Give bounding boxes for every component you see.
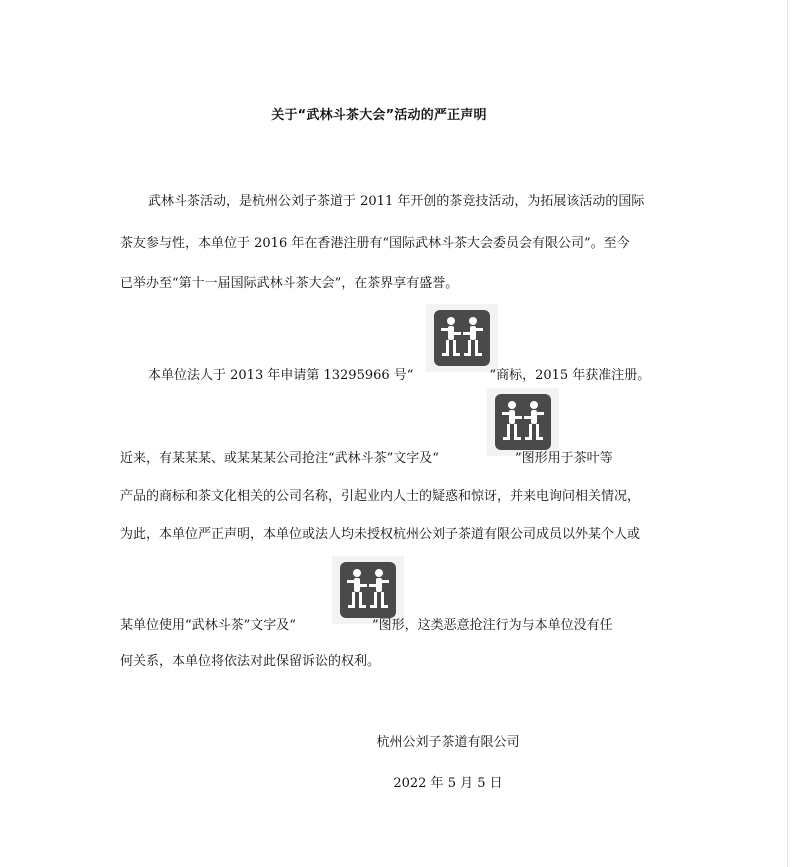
paragraph-2-line: [148, 364, 708, 383]
paragraph-3-line-5: 何关系，本单位将依法对此保留诉讼的权利。: [120, 654, 381, 669]
two-figures-trademark-icon: [487, 388, 559, 456]
paragraph-1-line-2: 茶友参与性，本单位于 2016 年在香港注册有“国际武林斗茶大会委员会有限公司”。至今: [120, 236, 630, 251]
paragraph-3-line-4-after: ”图形，这类恶意抢注行为与本单位没有任: [371, 618, 613, 633]
signature-company: 杭州公刘子茶道有限公司: [376, 735, 520, 750]
signature-date: 2022 年 5 月 5 日: [393, 776, 503, 791]
two-figures-trademark-icon: [426, 304, 498, 372]
page-edge-rule: [787, 0, 788, 867]
paragraph-1-line-3: 已举办至“第十一届国际武林斗茶大会”，在茶界享有盛誉。: [120, 276, 459, 291]
paragraph-3-line-1-before: 近来，有某某某、或某某某公司抢注“武林斗茶”文字及“: [120, 451, 439, 466]
paragraph-3-line-2: 产品的商标和茶文化相关的公司名称，引起业内人士的疑惑和惊讶，并来电询问相关情况，: [120, 489, 641, 504]
paragraph-3-line-4: [120, 614, 680, 633]
trademark-image-1: [426, 304, 498, 372]
paragraph-3-line-3: 为此，本单位严正声明，本单位或法人均未授权杭州公刘子茶道有限公司成员以外某个人或: [120, 527, 641, 542]
paragraph-3-line-4-before: 某单位使用“武林斗茶”文字及“: [120, 618, 296, 633]
trademark-image-2: [487, 388, 559, 456]
document-title: 关于“武林斗茶大会”活动的严正声明: [271, 108, 487, 123]
paragraph-3-line-1-after: ”图形用于茶叶等: [514, 451, 613, 466]
paragraph-2-after: ”商标，2015 年获准注册。: [489, 368, 651, 383]
paragraph-3-line-1: [120, 447, 680, 466]
paragraph-1-line-1: 武林斗茶活动，是杭州公刘子茶道于 2011 年开创的茶竞技活动，为拓展该活动的国际: [148, 194, 645, 209]
paragraph-2-before: 本单位法人于 2013 年申请第 13295966 号“: [148, 368, 414, 383]
